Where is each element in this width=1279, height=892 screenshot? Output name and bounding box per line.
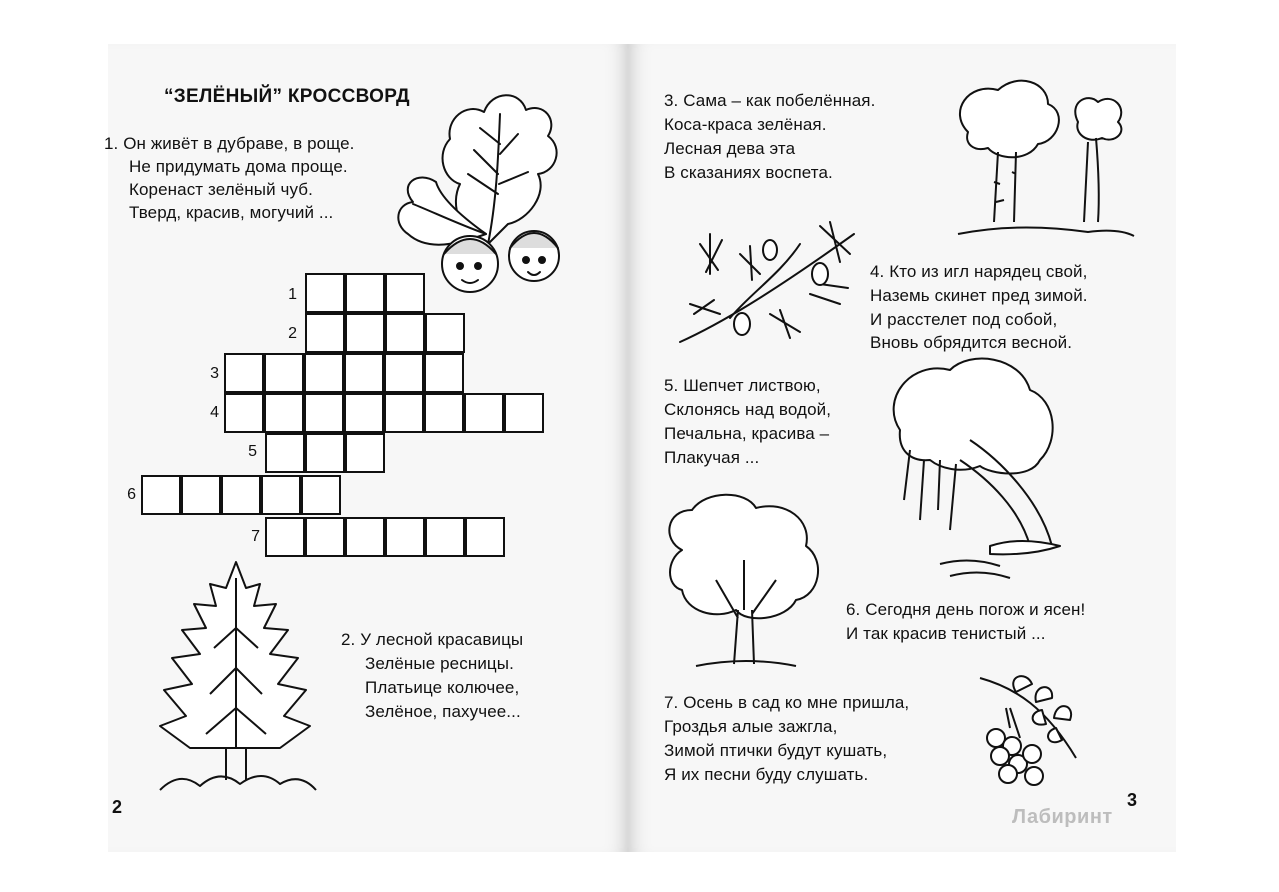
riddle-7-line-4: Я их песни буду слушать.	[664, 765, 869, 784]
fir-tree-illustration	[150, 558, 320, 800]
riddle-3-line-2: Коса-краса зелёная.	[664, 115, 827, 134]
riddle-7-line-1: 7. Осень в сад ко мне пришла,	[664, 693, 910, 712]
crossword-cell[interactable]	[385, 517, 425, 557]
crossword-cell[interactable]	[301, 475, 341, 515]
crossword-cell[interactable]	[345, 433, 385, 473]
crossword-cell[interactable]	[504, 393, 544, 433]
crossword-cell[interactable]	[384, 393, 424, 433]
riddle-4-line-1: 4. Кто из игл нарядец свой,	[870, 262, 1088, 281]
crossword-cell[interactable]	[385, 313, 425, 353]
crossword-cell[interactable]	[424, 393, 464, 433]
riddle-3-line-3: Лесная дева эта	[664, 139, 796, 158]
crossword-cell[interactable]	[264, 393, 304, 433]
riddle-1-line-1: 1. Он живёт в дубраве, в роще.	[104, 134, 355, 153]
crossword-cell[interactable]	[384, 353, 424, 393]
riddle-1-line-3: Коренаст зелёный чуб.	[129, 180, 313, 199]
crossword-number-3: 3	[210, 365, 219, 382]
riddle-7-line-3: Зимой птички будут кушать,	[664, 741, 888, 760]
crossword-cell[interactable]	[261, 475, 301, 515]
riddle-3-line-4: В сказаниях воспета.	[664, 163, 833, 182]
riddle-2-line-2: Зелёные ресницы.	[365, 654, 514, 673]
crossword-cell[interactable]	[425, 313, 465, 353]
deciduous-tree-illustration	[656, 490, 828, 670]
crossword-cell[interactable]	[344, 393, 384, 433]
page-title: “ЗЕЛЁНЫЙ” КРОССВОРД	[164, 86, 410, 107]
riddle-2-line-1: 2. У лесной красавицы	[341, 630, 524, 649]
riddle-6-line-1: 6. Сегодня день погож и ясен!	[846, 600, 1086, 619]
riddle-5-line-4: Плакучая ...	[664, 448, 760, 467]
crossword-cell[interactable]	[345, 313, 385, 353]
crossword-number-5: 5	[248, 443, 257, 460]
crossword-cell[interactable]	[305, 433, 345, 473]
crossword-cell[interactable]	[305, 313, 345, 353]
crossword-cell[interactable]	[265, 517, 305, 557]
crossword-cell[interactable]	[264, 353, 304, 393]
crossword-cell[interactable]	[465, 517, 505, 557]
crossword-cell[interactable]	[305, 517, 345, 557]
watermark-logo: Лабиринт	[1012, 806, 1113, 828]
crossword-cell[interactable]	[141, 475, 181, 515]
crossword-cell[interactable]	[181, 475, 221, 515]
crossword-cell[interactable]	[265, 433, 305, 473]
crossword-number-7: 7	[251, 528, 260, 545]
page-number-left: 2	[112, 797, 123, 817]
crossword-cell[interactable]	[305, 273, 345, 313]
birch-tree-illustration	[938, 72, 1138, 244]
riddle-2-line-4: Зелёное, пахучее...	[365, 702, 521, 721]
crossword-cell[interactable]	[224, 393, 264, 433]
crossword-cell[interactable]	[221, 475, 261, 515]
crossword-number-6: 6	[127, 486, 136, 503]
crossword-cell[interactable]	[304, 393, 344, 433]
crossword-cell[interactable]	[345, 517, 385, 557]
riddle-2-line-3: Платьице колючее,	[365, 678, 520, 697]
riddle-4-line-4: Вновь обрядится весной.	[870, 333, 1073, 352]
larch-branch-illustration	[670, 214, 862, 350]
riddle-6-line-2: И так красив тенистый ...	[846, 624, 1046, 643]
crossword-cell[interactable]	[304, 353, 344, 393]
riddle-5-line-1: 5. Шепчет листвою,	[664, 376, 821, 395]
oak-leaf-acorns-illustration	[388, 84, 570, 302]
riddle-4-line-3: И расстелет под собой,	[870, 310, 1058, 329]
page-number-right: 3	[1127, 790, 1138, 810]
riddle-7-line-2: Гроздья алые зажгла,	[664, 717, 838, 736]
crossword-number-4: 4	[210, 404, 219, 421]
riddle-5-line-3: Печальна, красива –	[664, 424, 830, 443]
crossword-cell[interactable]	[424, 353, 464, 393]
crossword-cell[interactable]	[425, 517, 465, 557]
riddle-4-line-2: Наземь скинет пред зимой.	[870, 286, 1088, 305]
riddle-1-line-4: Тверд, красив, могучий ...	[129, 203, 334, 222]
rowan-branch-illustration	[976, 668, 1088, 794]
riddle-1-line-2: Не придумать дома проще.	[129, 157, 348, 176]
crossword-cell[interactable]	[345, 273, 385, 313]
crossword-cell[interactable]	[344, 353, 384, 393]
crossword-number-2: 2	[288, 325, 297, 342]
crossword-cell[interactable]	[464, 393, 504, 433]
crossword-cell[interactable]	[224, 353, 264, 393]
crossword-number-1: 1	[288, 286, 297, 303]
willow-tree-illustration	[880, 350, 1068, 586]
riddle-3-line-1: 3. Сама – как побелённая.	[664, 91, 876, 110]
riddle-5-line-2: Склонясь над водой,	[664, 400, 832, 419]
